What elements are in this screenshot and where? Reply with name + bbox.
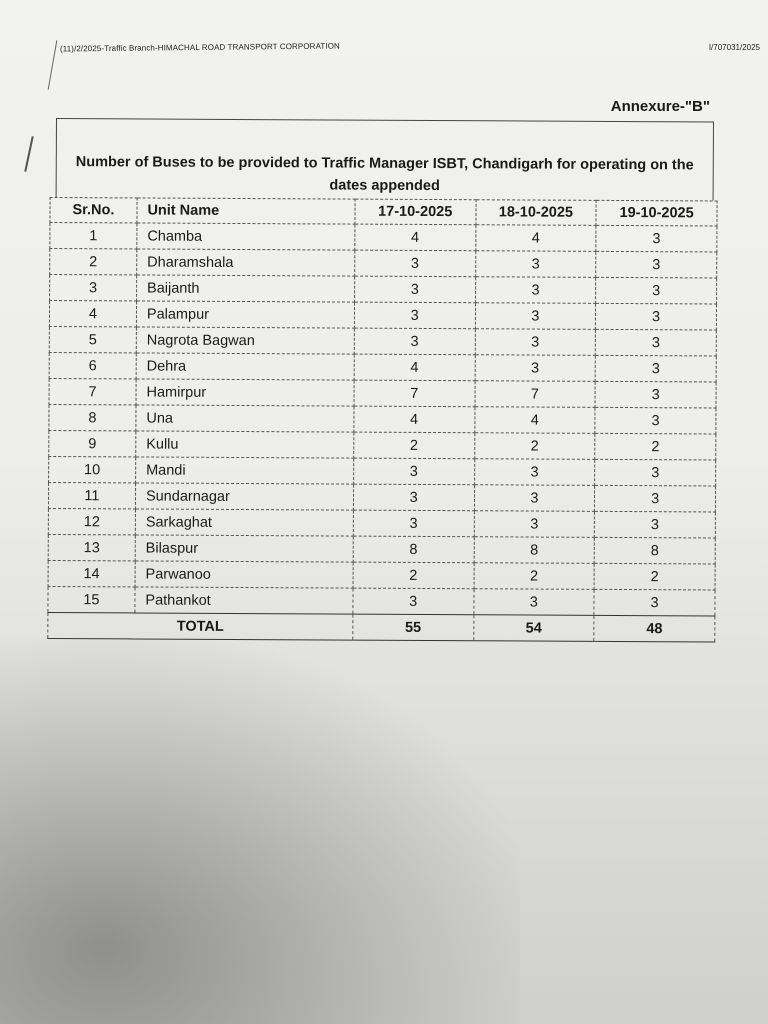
- cell-sr-no: 1: [50, 223, 137, 249]
- cell-date-2: 8: [474, 537, 595, 564]
- cell-date-3: 3: [595, 407, 716, 434]
- bus-allocation-table: [47, 197, 717, 642]
- cell-date-2: 3: [473, 589, 594, 616]
- cell-date-1: 3: [354, 328, 475, 355]
- cell-date-3: 3: [595, 459, 716, 486]
- table-row: [49, 456, 716, 485]
- cell-unit-name: Nagrota Bagwan: [136, 327, 354, 354]
- cell-date-3: 3: [596, 329, 717, 356]
- cell-date-1: 3: [353, 588, 474, 615]
- cell-date-2: 3: [475, 277, 596, 304]
- total-date-1: 55: [353, 614, 474, 641]
- cell-date-3: 3: [596, 303, 717, 330]
- cell-date-1: 3: [353, 458, 474, 485]
- table-row: [49, 301, 716, 330]
- cell-date-1: 7: [354, 380, 475, 407]
- total-row: [48, 612, 715, 641]
- pen-mark: [48, 40, 58, 89]
- cell-sr-no: 7: [49, 378, 136, 404]
- cell-sr-no: 10: [49, 456, 136, 482]
- cell-date-3: 2: [595, 433, 716, 460]
- cell-sr-no: 11: [48, 482, 135, 508]
- pen-mark: [24, 136, 33, 172]
- column-header-date-3: 19-10-2025: [596, 200, 717, 226]
- annexure-label: Annexure-"B": [610, 98, 710, 115]
- cell-date-1: 2: [354, 432, 475, 459]
- cell-sr-no: 5: [49, 326, 136, 352]
- cell-date-3: 3: [596, 225, 717, 252]
- header-number: I/707031/2025: [708, 43, 760, 52]
- cell-date-1: 3: [355, 250, 476, 277]
- cell-date-3: 3: [595, 485, 716, 512]
- cell-date-1: 3: [354, 276, 475, 303]
- cell-date-3: 2: [594, 563, 715, 590]
- cell-unit-name: Mandi: [136, 457, 354, 484]
- table-row: [49, 378, 716, 407]
- photo-shadow: [0, 640, 520, 1024]
- cell-unit-name: Sundarnagar: [135, 483, 353, 510]
- table-row: [48, 482, 715, 511]
- cell-unit-name: Baijanth: [136, 275, 354, 302]
- cell-sr-no: 9: [49, 430, 136, 456]
- cell-sr-no: 15: [48, 586, 135, 612]
- cell-unit-name: Chamba: [137, 223, 355, 250]
- cell-unit-name: Parwanoo: [135, 561, 353, 588]
- bus-table-section: [47, 118, 718, 642]
- cell-date-1: 3: [354, 302, 475, 329]
- cell-sr-no: 14: [48, 560, 135, 586]
- table-row: [48, 508, 715, 537]
- cell-unit-name: Dehra: [136, 353, 354, 380]
- cell-sr-no: 12: [48, 508, 135, 534]
- table-row: [49, 430, 716, 459]
- column-header-unit: Unit Name: [137, 198, 355, 224]
- cell-date-1: 4: [355, 224, 476, 251]
- cell-date-2: 4: [475, 225, 596, 252]
- total-date-3: 48: [594, 615, 715, 642]
- cell-date-3: 8: [594, 537, 715, 564]
- table-row: [50, 249, 717, 278]
- cell-sr-no: 13: [48, 534, 135, 560]
- table-row: [49, 352, 716, 381]
- cell-date-2: 3: [474, 511, 595, 538]
- table-row: [49, 326, 716, 355]
- cell-date-2: 3: [475, 251, 596, 278]
- cell-date-1: 3: [353, 510, 474, 537]
- cell-sr-no: 3: [50, 275, 137, 301]
- cell-date-2: 3: [474, 459, 595, 486]
- cell-unit-name: Bilaspur: [135, 535, 353, 562]
- cell-date-1: 4: [354, 406, 475, 433]
- total-date-2: 54: [473, 615, 594, 642]
- total-label: TOTAL: [48, 612, 353, 640]
- cell-unit-name: Una: [136, 405, 354, 432]
- cell-sr-no: 2: [50, 249, 137, 275]
- table-row: [50, 223, 717, 252]
- cell-date-3: 3: [595, 355, 716, 382]
- cell-date-2: 3: [475, 329, 596, 356]
- cell-date-3: 3: [596, 277, 717, 304]
- cell-sr-no: 6: [49, 352, 136, 378]
- cell-date-2: 2: [474, 563, 595, 590]
- cell-unit-name: Dharamshala: [137, 249, 355, 276]
- cell-date-1: 4: [354, 354, 475, 381]
- cell-date-2: 3: [474, 485, 595, 512]
- cell-date-2: 4: [474, 407, 595, 434]
- cell-date-2: 3: [475, 355, 596, 382]
- table-row: [50, 275, 717, 304]
- cell-date-2: 7: [475, 381, 596, 408]
- table-row: [49, 404, 716, 433]
- column-header-date-2: 18-10-2025: [475, 200, 596, 226]
- cell-date-2: 3: [475, 303, 596, 330]
- cell-unit-name: Sarkaghat: [135, 509, 353, 536]
- table-row: [48, 534, 715, 563]
- column-header-date-1: 17-10-2025: [355, 199, 476, 225]
- cell-unit-name: Kullu: [136, 431, 354, 458]
- cell-sr-no: 8: [49, 404, 136, 430]
- table-row: [48, 560, 715, 589]
- table-row: [48, 586, 715, 615]
- cell-date-3: 3: [596, 251, 717, 278]
- table-caption: Number of Buses to be provided to Traffic Manager ISBT, Chandigarh for operating on the dates appended: [56, 118, 714, 200]
- cell-unit-name: Palampur: [136, 301, 354, 328]
- column-header-sr: Sr.No.: [50, 198, 137, 223]
- header-reference: (11)/2/2025-Traffic Branch-HIMACHAL ROAD TRANSPORT CORPORATION: [59, 41, 340, 54]
- cell-sr-no: 4: [49, 301, 136, 327]
- cell-date-3: 3: [594, 589, 715, 616]
- cell-unit-name: Pathankot: [135, 587, 353, 614]
- cell-unit-name: Hamirpur: [136, 379, 354, 406]
- cell-date-3: 3: [595, 511, 716, 538]
- cell-date-3: 3: [595, 381, 716, 408]
- table-header-row: [50, 198, 717, 226]
- cell-date-2: 2: [474, 433, 595, 460]
- cell-date-1: 3: [353, 484, 474, 511]
- cell-date-1: 8: [353, 536, 474, 563]
- cell-date-1: 2: [353, 562, 474, 589]
